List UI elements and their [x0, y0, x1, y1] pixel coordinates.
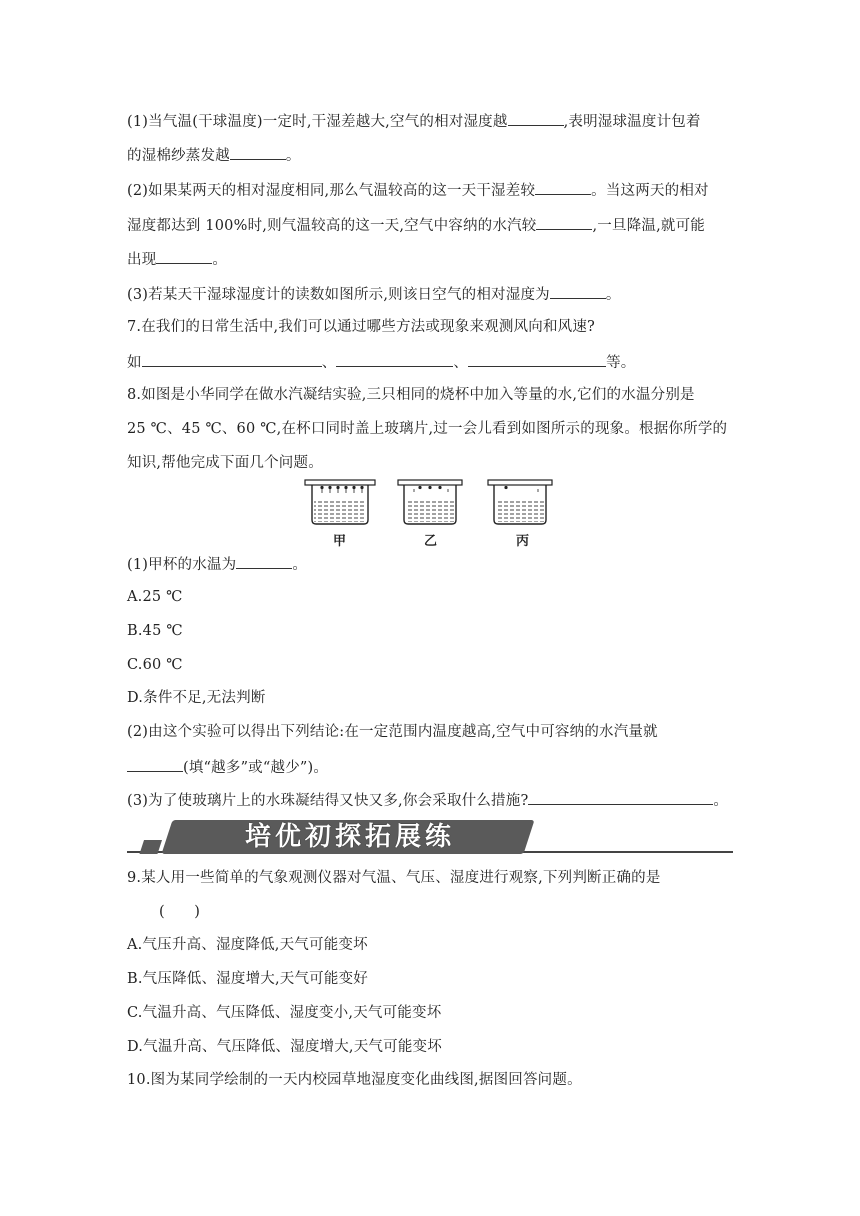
q6-part2-text: (2)如果某两天的相对湿度相同,那么气温较高的这一天干湿差较	[127, 183, 536, 199]
q8-sub2-end: (填“越多”或“越少”)。	[183, 760, 329, 776]
q9-line1: 9.某人用一些简单的气象观测仪器对气温、气压、湿度进行观察,下列判断正确的是	[127, 870, 661, 886]
q6-part2-text2-end: ,一旦降温,就可能	[592, 218, 706, 234]
q6-part3-text-end: 。	[605, 287, 621, 303]
q7-answer-line	[127, 351, 636, 373]
beaker-label-jia: 甲	[333, 534, 347, 549]
q8-line3: 知识,帮他完成下面几个问题。	[127, 455, 323, 471]
q6-part1-text2-end: 。	[285, 148, 301, 164]
q6-part2-text3-end: 。	[212, 252, 228, 268]
q6-part3-text: (3)若某天干湿球湿度计的读数如图所示,则该日空气的相对湿度为	[127, 287, 550, 303]
q9-option-d[interactable]: D.气温升高、气压降低、湿度增大,天气可能变坏	[127, 1039, 442, 1055]
answer-blank[interactable]	[156, 248, 212, 264]
q6-part1-text-end: ,表明湿球温度计包着	[563, 114, 701, 130]
beaker-label-yi: 乙	[424, 534, 438, 549]
answer-blank[interactable]	[236, 553, 292, 569]
answer-blank[interactable]	[536, 214, 592, 230]
q7-question: 7.在我们的日常生活中,我们可以通过哪些方法或现象来观测风向和风速?	[127, 319, 596, 335]
answer-blank[interactable]	[550, 283, 606, 299]
beaker-yi	[398, 480, 462, 524]
q8-sub1	[127, 553, 307, 575]
q8-sub2-line2	[127, 756, 328, 778]
answer-blank[interactable]	[142, 351, 322, 367]
section-banner	[127, 818, 733, 858]
answer-blank[interactable]	[468, 351, 606, 367]
q6-part2-line2	[127, 214, 705, 236]
glass-plate	[398, 480, 462, 485]
q6-part2-text3: 出现	[127, 252, 157, 268]
q7-separator: 、	[321, 355, 337, 371]
beaker-label-bing: 丙	[516, 534, 530, 549]
q9-option-b[interactable]: B.气压降低、湿度增大,天气可能变好	[127, 971, 368, 987]
q6-part2-line1	[127, 179, 709, 201]
water-droplets	[320, 486, 363, 489]
q8-option-c[interactable]: C.60 ℃	[127, 657, 183, 673]
q9-option-a[interactable]: A.气压升高、湿度降低,天气可能变坏	[127, 937, 368, 953]
q8-option-d[interactable]: D.条件不足,无法判断	[127, 690, 266, 706]
q7-separator: 、	[453, 355, 469, 371]
q9-bracket: ( )	[159, 904, 201, 920]
q6-part1-text2: 的湿棉纱蒸发越	[127, 148, 230, 164]
answer-blank[interactable]	[535, 179, 591, 195]
q8-sub2-line1: (2)由这个实验可以得出下列结论:在一定范围内温度越高,空气中可容纳的水汽量就	[127, 724, 658, 740]
q9-option-c[interactable]: C.气温升高、气压降低、湿度变小,天气可能变坏	[127, 1005, 442, 1021]
q8-sub3-text: (3)为了使玻璃片上的水珠凝结得又快又多,你会采取什么措施?	[127, 793, 529, 809]
q7-prefix: 如	[127, 355, 142, 371]
q8-line1: 8.如图是小华同学在做水汽凝结实验,三只相同的烧杯中加入等量的水,它们的水温分别是	[127, 387, 695, 403]
answer-blank[interactable]	[508, 110, 564, 126]
q8-sub3	[127, 789, 728, 811]
q8-line2: 25 ℃、45 ℃、60 ℃,在杯口同时盖上玻璃片,过一会儿看到如图所示的现象。根据你所学的	[127, 421, 728, 437]
q6-part1-line1	[127, 110, 701, 132]
q8-sub1-end: 。	[292, 557, 308, 573]
beaker-bing	[488, 480, 552, 524]
glass-plate	[305, 480, 375, 485]
q7-suffix: 等。	[606, 355, 636, 371]
q6-part3-line1	[127, 283, 621, 305]
answer-blank[interactable]	[528, 789, 713, 805]
answer-blank[interactable]	[336, 351, 453, 367]
water-droplets	[418, 486, 441, 489]
answer-blank[interactable]	[127, 756, 183, 772]
q10-line1: 10.图为某同学绘制的一天内校园草地湿度变化曲线图,据图回答问题。	[127, 1072, 582, 1088]
q8-sub1-text: (1)甲杯的水温为	[127, 557, 237, 573]
q6-part2-text-end: 。当这两天的相对	[591, 183, 709, 199]
q6-part2-line3	[127, 248, 227, 270]
beaker-jia	[305, 480, 375, 524]
answer-blank[interactable]	[230, 144, 286, 160]
water-droplets	[504, 486, 507, 489]
q8-sub3-end: 。	[713, 793, 729, 809]
q6-part1-text: (1)当气温(干球温度)一定时,干湿差越大,空气的相对湿度越	[127, 114, 508, 130]
q8-option-a[interactable]: A.25 ℃	[127, 589, 183, 605]
q8-option-b[interactable]: B.45 ℃	[127, 623, 183, 639]
section-title: 培优初探拓展练	[244, 822, 455, 852]
q6-part1-line2	[127, 144, 301, 166]
q6-part2-text2: 湿度都达到 100%时,则气温较高的这一天,空气中容纳的水汽较	[127, 218, 537, 234]
glass-plate	[488, 480, 552, 485]
